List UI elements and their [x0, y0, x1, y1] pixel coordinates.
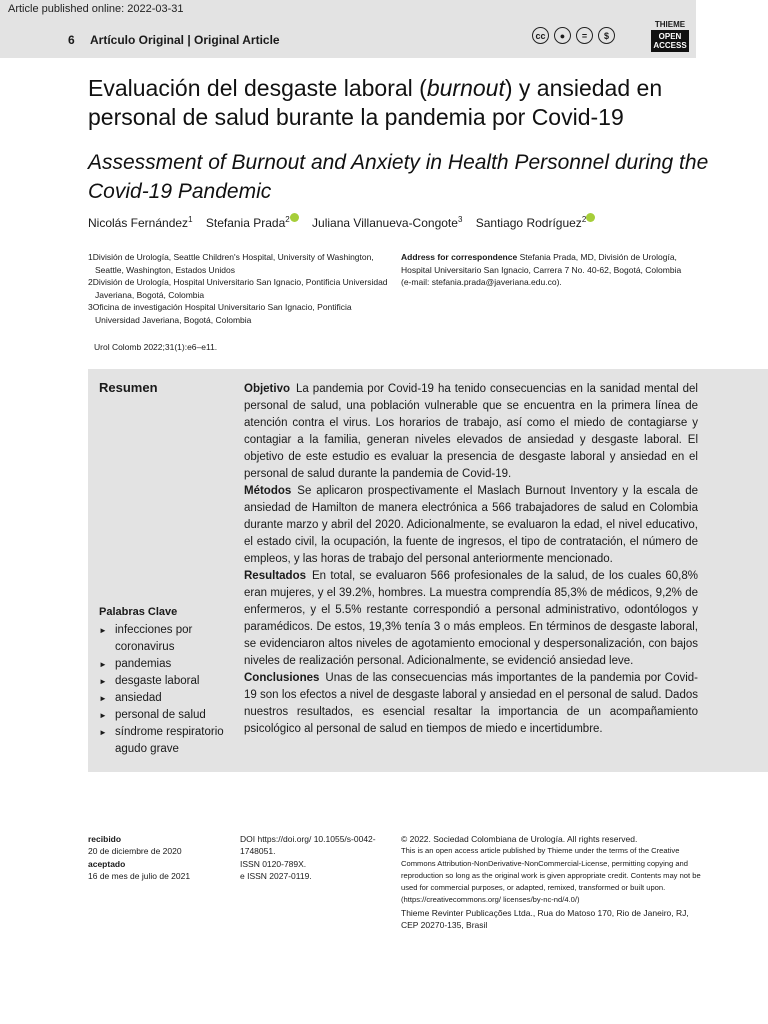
title-spanish: Evaluación del desgaste laboral (burnout) y ansiedad en personal de salud burante la pandemia por Covid-19: [88, 75, 663, 130]
cc-icon: cc: [532, 27, 549, 44]
thieme-logo: THIEME: [654, 20, 686, 29]
author: Stefania Prada: [205, 216, 286, 230]
by-icon: ●: [554, 27, 571, 44]
author-list: Nicolás Fernández$^1$ Stefania Prada$^2$ Juliana Villanueva-Congote$^3$ Santiago Rodríguez$^2$: [88, 213, 595, 230]
citation: Urol Colomb 2022;31(1):e6–e11.: [94, 342, 218, 352]
author: Juliana Villanueva-Congote: [312, 216, 458, 230]
abstract-objective: Objetivo La pandemia por Covid-19 ha tenido consecuencias en la sanidad mental del personal de salud, una población vulnerable que se encuentra en la primera línea de atención contra el virus. Los horarios de trabajo, así como el miedo de contagiarse y contagiar a la familia, generan niveles elevados de ansiedad y desgaste laboral. El objetivo de este estudio es evaluar la presencia de desgaste laboral y ansiedad en el personal de salud durante la pandemia de Covid-19.: [244, 383, 698, 480]
orcid-icon[interactable]: [586, 213, 595, 222]
abstract-methods: Métodos Se aplicaron prospectivamente el Maslach Burnout Inventory y la escala de ansiedad de Hamilton de manera electrónica a 566 trabajadores de salud en Colombia durante marzo y abril del 2020. Adicionalmente, se evaluaron la edad, el nivel educativo, el estado civil, la ocupación, la fuente de ingresos, el tipo de contratación, el número de empleos, y las horas de trabajo del personal anteriormente mencionado.: [244, 485, 698, 565]
article-type: Artículo Original | Original Article: [90, 33, 280, 47]
doi-block: DOI https://doi.org/ 10.1055/s-0042-1748051. ISSN 0120-789X. e ISSN 2027-0119.: [240, 833, 380, 882]
keyword: ► síndrome respiratorio agudo grave: [99, 724, 239, 758]
correspondence: [401, 251, 691, 289]
keyword: ► desgaste laboral: [99, 673, 239, 690]
thieme-open-access-badge: [651, 20, 689, 52]
abstract-body: [244, 381, 698, 738]
keyword-list: [99, 622, 239, 758]
title-english: Assessment of Burnout and Anxiety in Health Personnel during the Covid-19 Pandemic: [88, 151, 709, 203]
keyword: ► ansiedad: [99, 690, 239, 707]
keywords-heading: Palabras Clave: [99, 606, 178, 618]
abstract-heading: Resumen: [99, 380, 158, 395]
keyword: ► infecciones por coronavirus: [99, 622, 239, 656]
affiliation: 3Oficina de investigación Hospital Universitario San Ignacio, Pontificia Universidad Javeriana, Bogotá, Colombia: [88, 302, 352, 325]
nc-icon: $: [598, 27, 615, 44]
correspondence-text: Stefania Prada, MD, División de Urología, Hospital Universitario San Ignacio, Carrera 7 No. 40-62, Bogotá, Colombia (e-mail: stefania.prada@javeriana.edu.co).: [401, 252, 682, 288]
affiliation: 1División de Urología, Seattle Children's Hospital, University of Washington, Seattle, Washington, Estados Unidos: [88, 252, 374, 275]
license-text: This is an open access article published by Thieme under the terms of the Creative Commons Attribution-NonDerivative-NonCommercial-License, permitting copying and reproduction so long as the original work is given appropriate credit. Contents may not be used for commercial purposes, or adapted, remixed, transformed or built upon. (https://creativecommons.org/ licenses/by-nc-nd/4.0/): [401, 846, 701, 905]
author: Santiago Rodríguez: [475, 216, 582, 230]
copyright-block: © 2022. Sociedad Colombiana de Urología. All rights reserved. This is an open access article published by Thieme under the terms of the Creative Commons Attribution-NonDerivative-NonCommercial-License, permitting copying and reproduction so long as the original work is given appropriate credit. Contents may not be used for commercial purposes, or adapted, remixed, transformed or built upon. (https://creativecommons.org/ licenses/by-nc-nd/4.0/) Thieme Revinter Publicações Ltda., Rua do Matoso 170, Rio de Janeiro, RJ, CEP 20270-135, Brasil: [401, 834, 701, 931]
dates-block: recibido 20 de diciembre de 2020 aceptado 16 de mes de julio de 2021: [88, 834, 191, 881]
affiliations: [88, 251, 388, 327]
keyword: ► pandemias: [99, 656, 239, 673]
abstract-results: Resultados En total, se evaluaron 566 profesionales de la salud, de los cuales 60,8% eran mujeres, y el 39.2%, hombres. La muestra comprendía 85,3% de médicos, 9,2% de enfermeros, y el 5.5% restante correspondió a personal administrativo, odontólogos y paramédicos. De estos, 19,3% tenía 3 o más empleos. En términos de desgaste laboral, se evidenciaron altos niveles de agotamiento emocional y despersonalización, con bajos niveles de realización personal. Adicionalmente, se evidenció ansiedad leve.: [244, 570, 698, 667]
page-number: 6: [68, 33, 75, 47]
orcid-icon[interactable]: [290, 213, 299, 222]
correspondence-label: Address for correspondence: [401, 252, 518, 262]
open-access-label: OPEN ACCESS: [651, 30, 689, 52]
keyword: ► personal de salud: [99, 707, 239, 724]
nd-icon: =: [576, 27, 593, 44]
doi-link[interactable]: DOI https://doi.org/ 10.1055/s-0042-1748051.: [240, 834, 376, 857]
author: Nicolás Fernández: [88, 216, 189, 230]
published-date: Article published online: 2022-03-31: [8, 3, 184, 15]
affiliation: 2División de Urología, Hospital Universitario San Ignacio, Pontificia Universidad Javeriana, Bogotá, Colombia: [88, 277, 388, 300]
license-icons[interactable]: [532, 27, 615, 44]
abstract-conclusions: Conclusiones Unas de las consecuencias más importantes de la pandemia por Covid-19 son los efectos a nivel de desgaste laboral y ansiedad en el personal de salud. Dados nuestros resultados, es esencial resaltar la importancia de un acompañamiento psicológico al personal de salud en tiempos de miedo e incertidumbre.: [244, 672, 698, 735]
